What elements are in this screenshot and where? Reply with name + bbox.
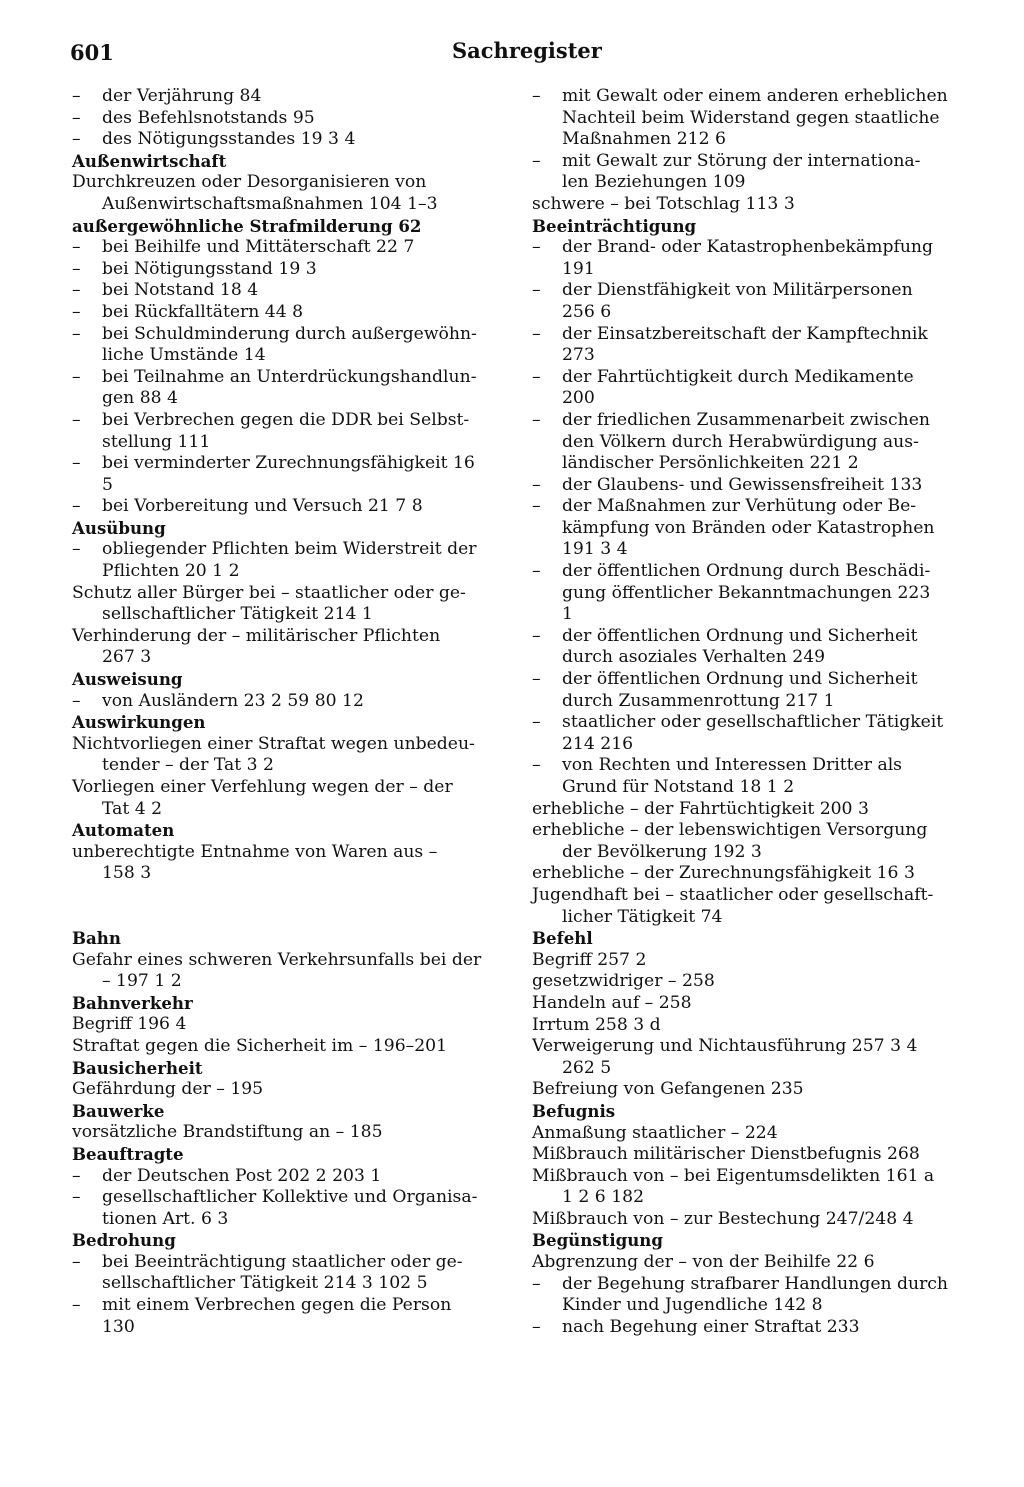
entry-text: der Dienstfähigkeit von Militärpersonen: [562, 280, 913, 301]
index-subentry: [72, 691, 504, 713]
entry-dash: –: [532, 366, 541, 387]
entry-text: sellschaftlicher Tätigkeit 214 3 102 5: [102, 1273, 428, 1294]
index-entry-continuation: [532, 453, 968, 475]
index-subentry: [72, 367, 504, 389]
entry-text: gen 88 4: [102, 388, 178, 409]
entry-text: von Ausländern 23 2 59 80 12: [102, 690, 364, 711]
index-heading: [72, 993, 504, 1015]
entry-text: 214 216: [562, 733, 634, 754]
entry-text: Befreiung von Gefangenen 235: [532, 1079, 804, 1100]
index-entry-continuation: [532, 388, 968, 410]
entry-dash: –: [532, 496, 541, 517]
index-entry: [532, 1144, 968, 1166]
index-entry: [532, 993, 968, 1015]
entry-text: mit Gewalt zur Störung der internationa-: [562, 150, 921, 171]
entry-text: der Glaubens- und Gewissensfreiheit 133: [562, 474, 923, 495]
index-entry-continuation: [72, 432, 504, 454]
entry-text: der Bevölkerung 192 3: [562, 841, 762, 862]
entry-dash: –: [72, 453, 81, 474]
entry-text: bei Nötigungsstand 19 3: [102, 258, 317, 279]
entry-text: 262 5: [562, 1057, 612, 1078]
entry-dash: –: [532, 150, 541, 171]
entry-dash: –: [72, 496, 81, 517]
index-entry-continuation: [532, 691, 968, 713]
entry-text: der öffentlichen Ordnung und Sicherheit: [562, 669, 918, 690]
entry-text: durch Zusammenrottung 217 1: [562, 690, 835, 711]
entry-text: staatlicher oder gesellschaftlicher Tätigkeit: [562, 712, 944, 733]
entry-dash: –: [72, 539, 81, 560]
index-entry: [532, 863, 968, 885]
entry-text: Kinder und Jugendliche 142 8: [562, 1295, 823, 1316]
index-column-left: [72, 86, 504, 1338]
index-entry-continuation: [532, 734, 968, 756]
entry-text: des Befehlsnotstands 95: [102, 107, 315, 128]
index-entry-continuation: [72, 755, 504, 777]
entry-text: Handeln auf – 258: [532, 992, 692, 1013]
entry-text: kämpfung von Bränden oder Katastrophen: [562, 517, 935, 538]
entry-text: 1 2 6 182: [562, 1187, 645, 1208]
index-entry-continuation: [532, 907, 968, 929]
entry-text: 256 6: [562, 301, 612, 322]
index-entry: [532, 1209, 968, 1231]
index-subentry: [532, 86, 968, 108]
index-entry-continuation: [532, 172, 968, 194]
index-subentry: [532, 1317, 968, 1339]
entry-text: Außenwirtschaft: [72, 150, 227, 171]
index-entry: [72, 583, 504, 605]
index-heading: [532, 1101, 968, 1123]
index-entry-continuation: [72, 475, 504, 497]
index-entry: [532, 1252, 968, 1274]
index-entry: [72, 1122, 504, 1144]
entry-dash: –: [532, 669, 541, 690]
index-heading: [72, 712, 504, 734]
index-entry: [72, 777, 504, 799]
index-entry: [532, 971, 968, 993]
index-entry-continuation: [72, 647, 504, 669]
entry-text: bei Vorbereitung und Versuch 21 7 8: [102, 496, 423, 517]
index-heading: [72, 820, 504, 842]
entry-text: durch asoziales Verhalten 249: [562, 647, 826, 668]
entry-dash: –: [72, 86, 81, 106]
index-entry-continuation: [72, 194, 504, 216]
entry-dash: –: [72, 409, 81, 430]
index-heading: [72, 1230, 504, 1252]
entry-text: Mißbrauch von – zur Bestechung 247/248 4: [532, 1208, 914, 1229]
entry-text: Maßnahmen 212 6: [562, 129, 726, 150]
entry-dash: –: [72, 129, 81, 150]
index-entry: [72, 950, 504, 972]
index-column-right: [532, 86, 968, 1338]
entry-dash: –: [532, 1273, 541, 1294]
index-entry-continuation: [532, 108, 968, 130]
entry-text: schwere – bei Totschlag 113 3: [532, 193, 795, 214]
entry-dash: –: [532, 712, 541, 733]
index-entry: [72, 842, 504, 864]
entry-text: Ausübung: [72, 517, 166, 538]
index-entry: [532, 1123, 968, 1145]
entry-text: Ausweisung: [72, 669, 183, 690]
entry-text: Jugendhaft bei – staatlicher oder gesellschaft-: [532, 884, 934, 905]
index-heading: [72, 928, 504, 950]
entry-text: Automaten: [72, 820, 175, 841]
index-entry-continuation: [532, 539, 968, 561]
index-subentry: [72, 453, 504, 475]
index-subentry: [532, 410, 968, 432]
index-entry-continuation: [532, 842, 968, 864]
entry-dash: –: [532, 561, 541, 582]
index-entry-continuation: [532, 1187, 968, 1209]
entry-text: 191 3 4: [562, 539, 628, 560]
entry-text: Bausicherheit: [72, 1057, 203, 1078]
index-subentry: [532, 496, 968, 518]
entry-text: Bedrohung: [72, 1230, 176, 1251]
index-entry-continuation: [72, 971, 504, 993]
entry-text: Bahn: [72, 927, 121, 948]
entry-text: unberechtigte Entnahme von Waren aus –: [72, 841, 438, 862]
index-subentry: [532, 324, 968, 346]
entry-text: des Nötigungsstandes 19 3 4: [102, 129, 356, 150]
entry-dash: –: [72, 366, 81, 387]
page-number: 601: [70, 40, 114, 65]
page-title: Sachregister: [452, 38, 602, 63]
index-subentry: [72, 1295, 504, 1317]
entry-text: nach Begehung einer Straftat 233: [562, 1316, 860, 1337]
index-subentry: [72, 1166, 504, 1188]
entry-text: bei Rückfalltätern 44 8: [102, 301, 304, 322]
index-subentry: [72, 108, 504, 130]
entry-text: Beauftragte: [72, 1143, 184, 1164]
entry-dash: –: [72, 280, 81, 301]
index-subentry: [532, 561, 968, 583]
index-subentry: [72, 496, 504, 518]
index-entry: [532, 1166, 968, 1188]
index-subentry: [72, 324, 504, 346]
index-entry-continuation: [532, 518, 968, 540]
entry-text: 130: [102, 1316, 135, 1337]
index-subentry: [532, 151, 968, 173]
entry-text: bei Beihilfe und Mittäterschaft 22 7: [102, 237, 415, 258]
index-entry-continuation: [72, 561, 504, 583]
index-entry-continuation: [72, 1209, 504, 1231]
entry-dash: –: [532, 409, 541, 430]
entry-dash: –: [72, 1295, 81, 1316]
entry-text: mit Gewalt oder einem anderen erheblichen: [562, 86, 948, 106]
index-heading: [532, 216, 968, 238]
index-subentry: [72, 86, 504, 108]
index-subentry: [72, 129, 504, 151]
index-subentry: [72, 237, 504, 259]
entry-text: Verhinderung der – militärischer Pflichten: [72, 625, 441, 646]
entry-text: erhebliche – der Zurechnungsfähigkeit 16 3: [532, 863, 915, 884]
index-entry-continuation: [532, 259, 968, 281]
entry-text: bei Schuldminderung durch außergewöhn-: [102, 323, 477, 344]
entry-text: der Fahrtüchtigkeit durch Medikamente: [562, 366, 914, 387]
section-gap: [72, 885, 504, 928]
entry-dash: –: [532, 1316, 541, 1337]
entry-text: Irrtum 258 3 d: [532, 1014, 661, 1035]
entry-text: Pflichten 20 1 2: [102, 561, 240, 582]
entry-text: licher Tätigkeit 74: [562, 906, 723, 927]
entry-dash: –: [72, 107, 81, 128]
entry-dash: –: [72, 690, 81, 711]
entry-text: gesetzwidriger – 258: [532, 971, 715, 992]
index-heading: [72, 151, 504, 173]
index-subentry: [532, 280, 968, 302]
index-entry-continuation: [532, 345, 968, 367]
index-heading: [72, 1144, 504, 1166]
entry-text: bei Beeinträchtigung staatlicher oder ge-: [102, 1251, 463, 1272]
entry-text: Begriff 257 2: [532, 949, 647, 970]
entry-text: bei Teilnahme an Unterdrückungshandlun-: [102, 366, 477, 387]
entry-text: gung öffentlicher Bekanntmachungen 223: [562, 582, 931, 603]
index-subentry: [532, 1274, 968, 1296]
entry-text: vorsätzliche Brandstiftung an – 185: [72, 1122, 383, 1143]
index-entry: [532, 885, 968, 907]
index-subentry: [72, 302, 504, 324]
entry-text: von Rechten und Interessen Dritter als: [562, 755, 903, 776]
index-entry-continuation: [72, 388, 504, 410]
entry-text: mit einem Verbrechen gegen die Person: [102, 1295, 452, 1316]
entry-dash: –: [72, 1251, 81, 1272]
index-subentry: [72, 1187, 504, 1209]
entry-dash: –: [72, 1165, 81, 1186]
entry-dash: –: [532, 474, 541, 495]
index-entry: [72, 1014, 504, 1036]
index-entry: [72, 1079, 504, 1101]
entry-text: Außenwirtschaftsmaßnahmen 104 1–3: [102, 193, 438, 214]
index-entry: [72, 172, 504, 194]
index-subentry: [532, 755, 968, 777]
entry-dash: –: [532, 755, 541, 776]
entry-text: obliegender Pflichten beim Widerstreit der: [102, 539, 477, 560]
index-subentry: [72, 280, 504, 302]
index-entry-continuation: [532, 777, 968, 799]
entry-text: bei verminderter Zurechnungsfähigkeit 16: [102, 453, 475, 474]
entry-text: bei Notstand 18 4: [102, 280, 259, 301]
entry-text: der Deutschen Post 202 2 203 1: [102, 1165, 382, 1186]
entry-dash: –: [72, 323, 81, 344]
entry-text: erhebliche – der Fahrtüchtigkeit 200 3: [532, 798, 869, 819]
index-entry-continuation: [72, 863, 504, 885]
entry-text: Begünstigung: [532, 1230, 663, 1251]
index-entry-continuation: [532, 604, 968, 626]
entry-text: Bahnverkehr: [72, 992, 193, 1013]
index-entry: [532, 1079, 968, 1101]
entry-text: der öffentlichen Ordnung und Sicherheit: [562, 625, 918, 646]
entry-text: Tat 4 2: [102, 798, 163, 819]
entry-text: Straftat gegen die Sicherheit im – 196–201: [72, 1035, 448, 1056]
entry-text: ländischer Persönlichkeiten 221 2: [562, 453, 859, 474]
index-subentry: [532, 712, 968, 734]
index-subentry: [532, 367, 968, 389]
index-heading: [72, 1058, 504, 1080]
index-subentry: [72, 1252, 504, 1274]
index-entry: [532, 194, 968, 216]
entry-text: Begriff 196 4: [72, 1014, 187, 1035]
entry-text: Gefährdung der – 195: [72, 1079, 264, 1100]
entry-dash: –: [532, 86, 541, 106]
entry-text: sellschaftlicher Tätigkeit 214 1: [102, 604, 373, 625]
index-heading: [532, 928, 968, 950]
entry-text: Anmaßung staatlicher – 224: [532, 1122, 778, 1143]
entry-dash: –: [72, 258, 81, 279]
index-entry-continuation: [532, 129, 968, 151]
entry-text: der Brand- oder Katastrophenbekämpfung: [562, 237, 933, 258]
entry-text: der friedlichen Zusammenarbeit zwischen: [562, 409, 930, 430]
entry-text: Durchkreuzen oder Desorganisieren von: [72, 172, 427, 193]
index-entry-continuation: [72, 345, 504, 367]
entry-text: 267 3: [102, 647, 152, 668]
index-heading: [72, 518, 504, 540]
entry-text: bei Verbrechen gegen die DDR bei Selbst-: [102, 409, 470, 430]
entry-dash: –: [532, 237, 541, 258]
index-entry: [532, 799, 968, 821]
index-subentry: [532, 626, 968, 648]
index-entry-continuation: [532, 583, 968, 605]
entry-text: Gefahr eines schweren Verkehrsunfalls bei der: [72, 949, 482, 970]
entry-text: 200: [562, 388, 595, 409]
entry-text: 1: [562, 604, 573, 625]
index-entry-continuation: [72, 799, 504, 821]
index-subentry: [72, 410, 504, 432]
index-heading: [72, 216, 504, 238]
entry-text: der Maßnahmen zur Verhütung oder Be-: [562, 496, 917, 517]
index-entry-continuation: [532, 1295, 968, 1317]
entry-text: 158 3: [102, 863, 152, 884]
entry-dash: –: [532, 625, 541, 646]
index-entry-continuation: [532, 302, 968, 324]
entry-text: len Beziehungen 109: [562, 172, 746, 193]
entry-text: Beeinträchtigung: [532, 215, 697, 236]
index-entry: [532, 1015, 968, 1037]
index-entry-continuation: [532, 432, 968, 454]
entry-text: Verweigerung und Nichtausführung 257 3 4: [532, 1036, 918, 1057]
index-entry-continuation: [72, 604, 504, 626]
entry-text: Befehl: [532, 928, 593, 949]
entry-text: erhebliche – der lebenswichtigen Versorgung: [532, 820, 928, 841]
entry-text: Bauwerke: [72, 1100, 165, 1121]
entry-dash: –: [532, 280, 541, 301]
index-entry-continuation: [72, 1317, 504, 1339]
entry-text: tender – der Tat 3 2: [102, 755, 274, 776]
entry-dash: –: [72, 1187, 81, 1208]
index-entry-continuation: [532, 647, 968, 669]
entry-dash: –: [72, 301, 81, 322]
index-entry-continuation: [532, 1058, 968, 1080]
index-subentry: [72, 539, 504, 561]
entry-text: Vorliegen einer Verfehlung wegen der – der: [72, 777, 453, 797]
index-entry: [72, 1036, 504, 1058]
entry-dash: –: [532, 323, 541, 344]
entry-text: Nachteil beim Widerstand gegen staatliche: [562, 107, 940, 128]
index-heading: [72, 1101, 504, 1123]
entry-text: Mißbrauch militärischer Dienstbefugnis 268: [532, 1144, 920, 1165]
entry-text: liche Umstände 14: [102, 345, 266, 366]
entry-text: Grund für Notstand 18 1 2: [562, 777, 795, 797]
entry-text: stellung 111: [102, 431, 211, 452]
index-entry: [532, 950, 968, 972]
entry-text: Mißbrauch von – bei Eigentumsdelikten 161 a: [532, 1165, 935, 1186]
entry-text: 191: [562, 258, 595, 279]
index-entry-continuation: [72, 1273, 504, 1295]
index-heading: [72, 669, 504, 691]
index-subentry: [532, 475, 968, 497]
entry-dash: –: [72, 237, 81, 258]
entry-text: 5: [102, 474, 113, 495]
entry-text: Befugnis: [532, 1100, 616, 1121]
index-heading: [532, 1230, 968, 1252]
entry-text: 273: [562, 345, 595, 366]
entry-text: der Verjährung 84: [102, 86, 262, 106]
entry-text: gesellschaftlicher Kollektive und Organisa-: [102, 1187, 478, 1208]
entry-text: Schutz aller Bürger bei – staatlicher oder ge-: [72, 582, 466, 603]
entry-text: Abgrenzung der – von der Beihilfe 22 6: [532, 1252, 875, 1273]
index-subentry: [72, 259, 504, 281]
index-entry: [532, 820, 968, 842]
entry-text: Nichtvorliegen einer Straftat wegen unbedeu-: [72, 733, 475, 754]
entry-text: tionen Art. 6 3: [102, 1208, 229, 1229]
entry-text: der öffentlichen Ordnung durch Beschädi-: [562, 561, 931, 582]
entry-text: Auswirkungen: [72, 712, 206, 733]
entry-text: den Völkern durch Herabwürdigung aus-: [562, 431, 919, 452]
index-entry: [532, 1036, 968, 1058]
entry-text: außergewöhnliche Strafmilderung 62: [72, 215, 422, 236]
entry-text: der Einsatzbereitschaft der Kampftechnik: [562, 323, 928, 344]
index-subentry: [532, 669, 968, 691]
index-entry: [72, 734, 504, 756]
entry-text: der Begehung strafbarer Handlungen durch: [562, 1273, 949, 1294]
entry-text: – 197 1 2: [102, 971, 182, 992]
index-subentry: [532, 237, 968, 259]
index-entry: [72, 626, 504, 648]
